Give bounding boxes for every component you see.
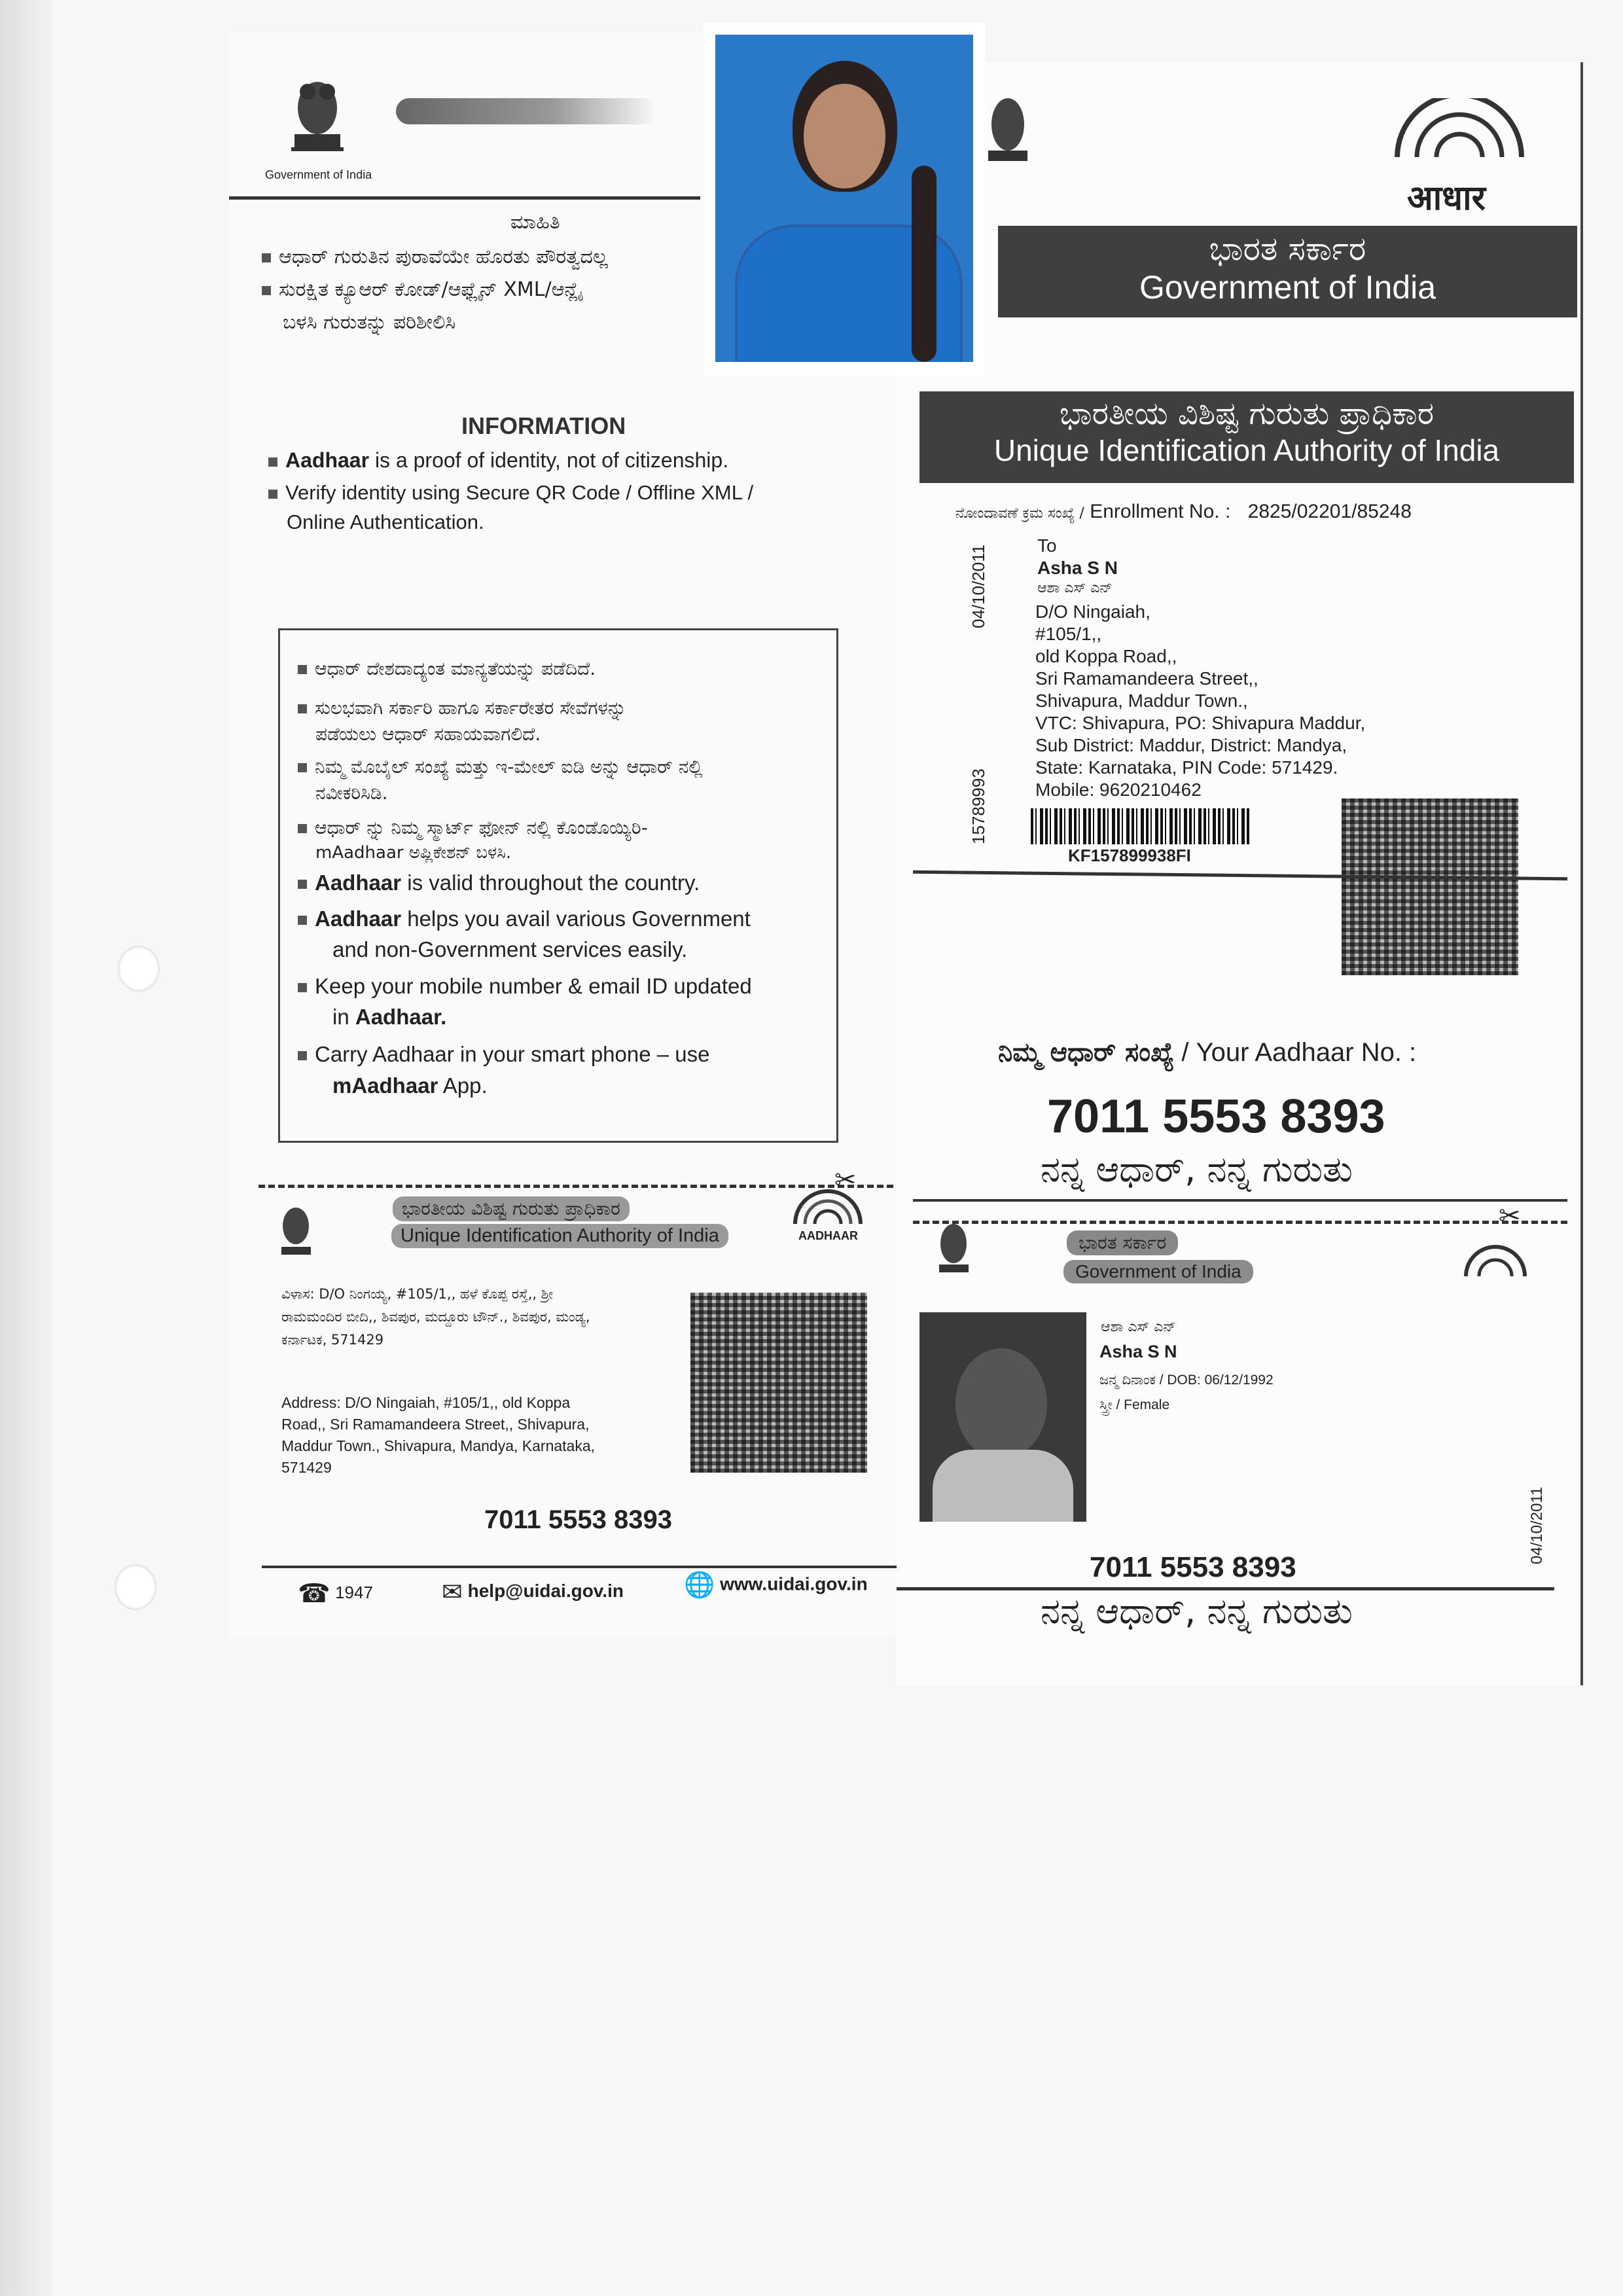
braid-shape	[912, 166, 936, 362]
scissors-icon: ✂	[834, 1166, 857, 1194]
back-kn-authority: ಭಾರತೀಯ ವಿಶಿಷ್ಟ ಗುರುತು ಪ್ರಾಧಿಕಾರ	[393, 1196, 630, 1221]
side-code: 15789993	[969, 768, 988, 844]
pasted-passport-photo	[704, 23, 985, 376]
kn-address-line: ಕರ್ನಾಟಕ, 571429	[281, 1332, 384, 1348]
punch-hole	[118, 946, 160, 992]
to-label: To	[1037, 535, 1057, 556]
box-en-item-cont: in Aadhaar.	[332, 1005, 447, 1029]
qr-code	[1342, 798, 1518, 975]
box-kn-item-cont: mAadhaar ಅಪ್ಲಿಕೇಶನ್ ಬಳಸಿ.	[315, 843, 512, 863]
box-kn-item: ನಿಮ್ಮ ಮೊಬೈಲ್ ಸಂಖ್ಯೆ ಮತ್ತು ಇ-ಮೇಲ್ ಐಡಿ ಅನ್ನು ಆಧಾರ್ ನಲ್ಲಿ	[298, 756, 703, 778]
face-shape	[804, 84, 885, 188]
your-aadhaar-label: ನಿಮ್ಮ ಆಧಾರ್ ಸಂಖ್ಯೆ / Your Aadhaar No. :	[998, 1037, 1417, 1067]
qr-code	[690, 1293, 867, 1473]
website-link[interactable]: 🌐 www.uidai.gov.in	[684, 1571, 868, 1599]
helpline: ☎ 1947	[298, 1579, 373, 1608]
box-en-item-cont: and non-Government services easily.	[332, 937, 688, 961]
phone-icon: ☎	[298, 1579, 330, 1608]
box-en-item: Carry Aadhaar in your smart phone – use	[298, 1042, 710, 1067]
kn-bullet: ಸುರಕ್ಷಿತ ಕ್ಯೂಆರ್ ಕೋಡ್/ಆಫ್ಲೈನ್ XML/ಆನ್ಲೈ	[262, 278, 582, 301]
side-date: 04/10/2011	[969, 544, 988, 628]
aadhaar-sun-logo-icon	[1378, 98, 1541, 170]
card-en-gov: Government of India	[1063, 1260, 1253, 1283]
ashoka-emblem-icon	[278, 1201, 314, 1260]
back-en-authority: Unique Identification Authority of India	[391, 1224, 728, 1248]
mail-icon: ✉	[442, 1579, 463, 1606]
box-en-item: Keep your mobile number & email ID updated	[298, 974, 752, 999]
card-dob: ಜನ್ಮ ದಿನಾಂಕ / DOB: 06/12/1992	[1099, 1372, 1274, 1388]
kn-bullet-cont: ಬಳಸಿ ಗುರುತನ್ನು ಪರಿಶೀಲಿಸಿ	[283, 311, 456, 334]
address-line: 571429	[281, 1459, 332, 1476]
box-en-item: Aadhaar helps you avail various Government	[298, 906, 751, 931]
face-shape	[955, 1348, 1047, 1460]
info-bullet: Verify identity using Secure QR Code / Offline XML /	[268, 481, 753, 505]
aadhaar-sun-logo-icon	[1459, 1237, 1531, 1286]
info-bullet-cont: Online Authentication.	[287, 511, 484, 533]
divider	[913, 1199, 1567, 1202]
authority-en-text: Unique Identification Authority of India	[993, 433, 1500, 467]
ashoka-emblem-icon	[288, 69, 347, 160]
box-kn-item: ಆಧಾರ್ ನ್ನು ನಿಮ್ಮ ಸ್ಮಾರ್ಟ್ ಫೋನ್ ನಲ್ಲಿ ಕೊಂಡೊಯ್ಯಿರಿ-	[298, 817, 648, 839]
box-kn-item: ಆಧಾರ್ ದೇಶದಾದ್ಯಂತ ಮಾನ್ಯತೆಯನ್ನು ಪಡೆದಿದೆ.	[298, 658, 596, 680]
barcode	[1031, 808, 1250, 844]
enrollment-number: 2825/02201/85248	[1247, 501, 1412, 522]
address-line: Address: D/O Ningaiah, #105/1,, old Koppa	[281, 1394, 571, 1411]
kn-bullet: ಆಧಾರ್ ಗುರುತಿನ ಪುರಾವೆಯೇ ಹೊರತು ಪೌರತ್ವದಲ್ಲ	[262, 245, 608, 268]
kn-address-line: ವಿಳಾಸ: D/O ನಿಂಗಯ್ಯ, #105/1,, ಹಳೆ ಕೊಪ್ಪ ರಸ್ತೆ,, ಶ್ರೀ	[281, 1286, 554, 1302]
address-line: Road,, Sri Ramamandeera Street,, Shivapura,	[281, 1416, 590, 1433]
photo-background	[715, 35, 973, 362]
ashoka-emblem-icon	[985, 85, 1031, 177]
globe-icon: 🌐	[684, 1571, 715, 1599]
info-bullet: Aadhaar is a proof of identity, not of citizenship.	[268, 448, 728, 473]
recipient-name-kn: ಆಶಾ ಎಸ್ ಎನ್	[1037, 580, 1113, 596]
gov-en-text: Government of India	[1139, 269, 1436, 306]
card-name: Asha S N	[1099, 1342, 1177, 1361]
card-gender: ಸ್ತ್ರೀ / Female	[1099, 1397, 1170, 1412]
divider	[229, 196, 700, 200]
punch-hole	[115, 1564, 156, 1610]
cut-line	[913, 1221, 1567, 1224]
card-name-kn: ಆಶಾ ಎಸ್ ಎನ್	[1101, 1319, 1176, 1335]
aadhaar-fingerprint-logo-icon	[789, 1188, 867, 1227]
gov-kn-text: ಭಾರತ ಸರ್ಕಾರ	[1209, 230, 1366, 268]
divider	[262, 1566, 910, 1568]
recipient-address: D/O Ningaiah, #105/1,, old Koppa Road,, Sri Ramamandeera Street,, Shivapura, Maddur Town., VTC: Shivapura, PO: Shivapura Maddur, Sub District: Maddur, District: Mandya, State: Karnataka, PIN Code: 571429. Mobile: 9620210462	[1035, 601, 1366, 800]
box-kn-item-cont: ಪಡೆಯಲು ಆಧಾರ್ ಸಹಾಯವಾಗಲಿದೆ.	[315, 723, 541, 745]
shoulders-shape	[933, 1450, 1073, 1522]
scissors-icon: ✂	[1499, 1202, 1521, 1230]
barcode-text: KF157899938FI	[1068, 846, 1191, 865]
box-en-item-cont: mAadhaar App.	[332, 1073, 488, 1098]
scan-edge-shadow	[0, 0, 52, 2296]
gov-of-india-label: Government of India	[265, 168, 372, 181]
aadhaar-number: 7011 5553 8393	[484, 1505, 672, 1534]
card-tagline-kn: ನನ್ನ ಆಧಾರ್, ನನ್ನ ಗುರುತು	[1041, 1590, 1353, 1632]
aadhaar-logo-text: AADHAAR	[798, 1229, 858, 1242]
ashoka-emblem-icon	[936, 1217, 972, 1283]
card-aadhaar-number: 7011 5553 8393	[1090, 1551, 1296, 1583]
mahiti-heading: ಮಾಹಿತಿ	[510, 211, 560, 234]
enrollment-row: ನೋಂದಾವಣೆ ಕ್ರಮ ಸಂಖ್ಯೆ / Enrollment No. : 2825/02201/85248	[955, 501, 1412, 522]
box-kn-item-cont: ನವೀಕರಿಸಿಡಿ.	[315, 782, 388, 804]
authority-kn-text: ಭಾರತೀಯ ವಿಶಿಷ್ಟ ಗುರುತು ಪ್ರಾಧಿಕಾರ	[1059, 395, 1435, 432]
uidai-banner	[919, 391, 1574, 483]
aadhaar-logo-text: आधार	[1407, 179, 1486, 218]
kn-address-line: ರಾಮಮಂದಿರ ಬೀದಿ,, ಶಿವಪುರ, ಮದ್ದೂರು ಟೌನ್., ಶಿವಪುರ, ಮಂಡ್ಯ,	[281, 1309, 590, 1325]
recipient-name: Asha S N	[1037, 558, 1118, 578]
card-kn-gov: ಭಾರತ ಸರ್ಕಾರ	[1067, 1230, 1178, 1255]
redacted-strip	[396, 98, 658, 124]
tagline-kn: ನನ್ನ ಆಧಾರ್, ನನ್ನ ಗುರುತು	[1041, 1149, 1353, 1190]
cardholder-photo	[919, 1312, 1086, 1522]
aadhaar-number-large: 7011 5553 8393	[1047, 1090, 1385, 1143]
email-link[interactable]: ✉ help@uidai.gov.in	[442, 1579, 624, 1606]
card-side-date: 04/10/2011	[1528, 1486, 1546, 1564]
information-heading: INFORMATION	[461, 412, 626, 439]
gov-of-india-banner	[998, 226, 1577, 317]
box-en-item: Aadhaar is valid throughout the country.	[298, 870, 700, 895]
address-line: Maddur Town., Shivapura, Mandya, Karnataka,	[281, 1437, 596, 1454]
box-kn-item: ಸುಲಭವಾಗಿ ಸರ್ಕಾರಿ ಹಾಗೂ ಸರ್ಕಾರೇತರ ಸೇವೆಗಳನ್ನು	[298, 697, 626, 719]
